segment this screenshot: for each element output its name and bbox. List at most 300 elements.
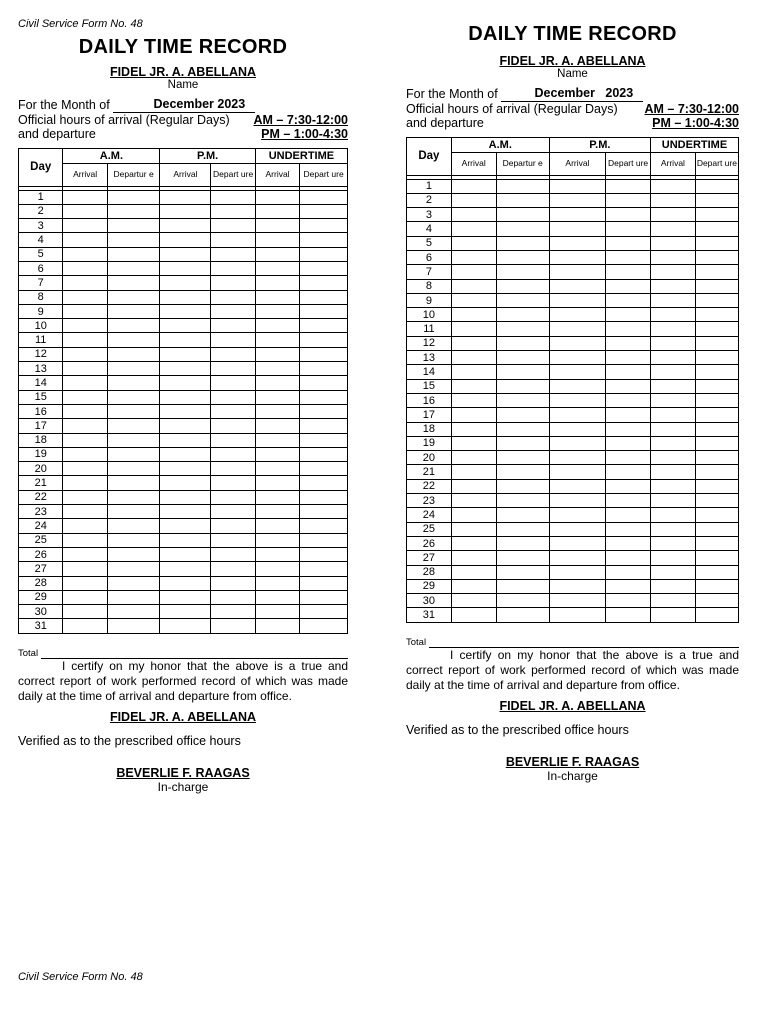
time-entry-cell[interactable] <box>107 576 160 590</box>
time-entry-cell[interactable] <box>63 233 107 247</box>
time-entry-cell[interactable] <box>211 362 255 376</box>
time-entry-cell[interactable] <box>549 250 605 264</box>
time-entry-cell[interactable] <box>300 533 348 547</box>
time-entry-cell[interactable] <box>549 508 605 522</box>
time-entry-cell[interactable] <box>549 293 605 307</box>
time-entry-cell[interactable] <box>211 376 255 390</box>
time-entry-cell[interactable] <box>300 362 348 376</box>
time-entry-cell[interactable] <box>496 522 549 536</box>
time-entry-cell[interactable] <box>451 179 496 193</box>
time-entry-cell[interactable] <box>496 236 549 250</box>
time-entry-cell[interactable] <box>606 351 651 365</box>
time-entry-cell[interactable] <box>107 490 160 504</box>
time-entry-cell[interactable] <box>63 447 107 461</box>
time-entry-cell[interactable] <box>255 190 299 204</box>
time-entry-cell[interactable] <box>695 422 738 436</box>
time-entry-cell[interactable] <box>160 590 211 604</box>
time-entry-cell[interactable] <box>606 451 651 465</box>
time-entry-cell[interactable] <box>606 208 651 222</box>
time-entry-cell[interactable] <box>63 505 107 519</box>
time-entry-cell[interactable] <box>695 336 738 350</box>
time-entry-cell[interactable] <box>650 579 695 593</box>
time-entry-cell[interactable] <box>650 279 695 293</box>
time-entry-cell[interactable] <box>549 322 605 336</box>
time-entry-cell[interactable] <box>695 465 738 479</box>
time-entry-cell[interactable] <box>606 479 651 493</box>
time-entry-cell[interactable] <box>606 193 651 207</box>
time-entry-cell[interactable] <box>496 608 549 622</box>
time-entry-cell[interactable] <box>549 594 605 608</box>
time-entry-cell[interactable] <box>606 522 651 536</box>
time-entry-cell[interactable] <box>63 347 107 361</box>
time-entry-cell[interactable] <box>63 333 107 347</box>
time-entry-cell[interactable] <box>63 362 107 376</box>
time-entry-cell[interactable] <box>63 319 107 333</box>
time-entry-cell[interactable] <box>63 433 107 447</box>
time-entry-cell[interactable] <box>300 490 348 504</box>
time-entry-cell[interactable] <box>255 433 299 447</box>
time-entry-cell[interactable] <box>255 376 299 390</box>
time-entry-cell[interactable] <box>160 519 211 533</box>
time-entry-cell[interactable] <box>549 265 605 279</box>
time-entry-cell[interactable] <box>606 293 651 307</box>
time-entry-cell[interactable] <box>160 433 211 447</box>
time-entry-cell[interactable] <box>549 422 605 436</box>
time-entry-cell[interactable] <box>160 605 211 619</box>
time-entry-cell[interactable] <box>255 247 299 261</box>
time-entry-cell[interactable] <box>255 462 299 476</box>
time-entry-cell[interactable] <box>549 365 605 379</box>
time-entry-cell[interactable] <box>255 261 299 275</box>
time-entry-cell[interactable] <box>695 408 738 422</box>
time-entry-cell[interactable] <box>606 322 651 336</box>
time-entry-cell[interactable] <box>160 261 211 275</box>
time-entry-cell[interactable] <box>255 490 299 504</box>
time-entry-cell[interactable] <box>549 236 605 250</box>
time-entry-cell[interactable] <box>549 208 605 222</box>
time-entry-cell[interactable] <box>650 308 695 322</box>
time-entry-cell[interactable] <box>496 336 549 350</box>
time-entry-cell[interactable] <box>650 208 695 222</box>
time-entry-cell[interactable] <box>211 476 255 490</box>
time-entry-cell[interactable] <box>650 465 695 479</box>
time-entry-cell[interactable] <box>160 204 211 218</box>
time-entry-cell[interactable] <box>451 465 496 479</box>
time-entry-cell[interactable] <box>650 522 695 536</box>
time-entry-cell[interactable] <box>549 336 605 350</box>
time-entry-cell[interactable] <box>496 179 549 193</box>
time-entry-cell[interactable] <box>549 193 605 207</box>
time-entry-cell[interactable] <box>255 505 299 519</box>
time-entry-cell[interactable] <box>255 562 299 576</box>
time-entry-cell[interactable] <box>63 376 107 390</box>
time-entry-cell[interactable] <box>300 476 348 490</box>
time-entry-cell[interactable] <box>300 562 348 576</box>
time-entry-cell[interactable] <box>695 594 738 608</box>
time-entry-cell[interactable] <box>107 390 160 404</box>
time-entry-cell[interactable] <box>160 362 211 376</box>
time-entry-cell[interactable] <box>107 605 160 619</box>
time-entry-cell[interactable] <box>451 365 496 379</box>
time-entry-cell[interactable] <box>255 547 299 561</box>
time-entry-cell[interactable] <box>496 579 549 593</box>
time-entry-cell[interactable] <box>695 565 738 579</box>
time-entry-cell[interactable] <box>451 193 496 207</box>
time-entry-cell[interactable] <box>695 479 738 493</box>
time-entry-cell[interactable] <box>695 293 738 307</box>
time-entry-cell[interactable] <box>606 465 651 479</box>
time-entry-cell[interactable] <box>496 279 549 293</box>
time-entry-cell[interactable] <box>160 404 211 418</box>
time-entry-cell[interactable] <box>606 494 651 508</box>
time-entry-cell[interactable] <box>549 179 605 193</box>
time-entry-cell[interactable] <box>650 608 695 622</box>
time-entry-cell[interactable] <box>160 219 211 233</box>
time-entry-cell[interactable] <box>650 536 695 550</box>
time-entry-cell[interactable] <box>695 250 738 264</box>
time-entry-cell[interactable] <box>695 393 738 407</box>
time-entry-cell[interactable] <box>107 333 160 347</box>
time-entry-cell[interactable] <box>695 279 738 293</box>
time-entry-cell[interactable] <box>211 562 255 576</box>
time-entry-cell[interactable] <box>549 479 605 493</box>
time-entry-cell[interactable] <box>300 333 348 347</box>
time-entry-cell[interactable] <box>650 379 695 393</box>
time-entry-cell[interactable] <box>63 219 107 233</box>
time-entry-cell[interactable] <box>300 247 348 261</box>
time-entry-cell[interactable] <box>695 608 738 622</box>
time-entry-cell[interactable] <box>107 376 160 390</box>
time-entry-cell[interactable] <box>107 204 160 218</box>
time-entry-cell[interactable] <box>211 619 255 633</box>
time-entry-cell[interactable] <box>160 533 211 547</box>
time-entry-cell[interactable] <box>650 393 695 407</box>
time-entry-cell[interactable] <box>255 390 299 404</box>
time-entry-cell[interactable] <box>63 419 107 433</box>
time-entry-cell[interactable] <box>606 265 651 279</box>
time-entry-cell[interactable] <box>160 276 211 290</box>
time-entry-cell[interactable] <box>650 479 695 493</box>
time-entry-cell[interactable] <box>255 290 299 304</box>
time-entry-cell[interactable] <box>549 494 605 508</box>
time-entry-cell[interactable] <box>496 508 549 522</box>
time-entry-cell[interactable] <box>496 479 549 493</box>
time-entry-cell[interactable] <box>300 447 348 461</box>
time-entry-cell[interactable] <box>650 594 695 608</box>
time-entry-cell[interactable] <box>695 536 738 550</box>
time-entry-cell[interactable] <box>107 404 160 418</box>
time-entry-cell[interactable] <box>695 322 738 336</box>
time-entry-cell[interactable] <box>650 222 695 236</box>
time-entry-cell[interactable] <box>549 436 605 450</box>
time-entry-cell[interactable] <box>300 233 348 247</box>
time-entry-cell[interactable] <box>211 547 255 561</box>
time-entry-cell[interactable] <box>695 351 738 365</box>
time-entry-cell[interactable] <box>211 347 255 361</box>
time-entry-cell[interactable] <box>496 250 549 264</box>
time-entry-cell[interactable] <box>160 190 211 204</box>
time-entry-cell[interactable] <box>496 265 549 279</box>
time-entry-cell[interactable] <box>300 390 348 404</box>
time-entry-cell[interactable] <box>606 608 651 622</box>
time-entry-cell[interactable] <box>300 576 348 590</box>
time-entry-cell[interactable] <box>650 351 695 365</box>
time-entry-cell[interactable] <box>695 551 738 565</box>
time-entry-cell[interactable] <box>606 279 651 293</box>
time-entry-cell[interactable] <box>300 404 348 418</box>
time-entry-cell[interactable] <box>549 379 605 393</box>
time-entry-cell[interactable] <box>496 422 549 436</box>
time-entry-cell[interactable] <box>300 419 348 433</box>
time-entry-cell[interactable] <box>549 536 605 550</box>
time-entry-cell[interactable] <box>63 462 107 476</box>
time-entry-cell[interactable] <box>451 479 496 493</box>
time-entry-cell[interactable] <box>211 433 255 447</box>
time-entry-cell[interactable] <box>496 308 549 322</box>
time-entry-cell[interactable] <box>606 336 651 350</box>
time-entry-cell[interactable] <box>211 533 255 547</box>
time-entry-cell[interactable] <box>300 376 348 390</box>
time-entry-cell[interactable] <box>211 247 255 261</box>
time-entry-cell[interactable] <box>160 247 211 261</box>
time-entry-cell[interactable] <box>160 390 211 404</box>
time-entry-cell[interactable] <box>160 233 211 247</box>
time-entry-cell[interactable] <box>650 293 695 307</box>
time-entry-cell[interactable] <box>107 519 160 533</box>
time-entry-cell[interactable] <box>549 579 605 593</box>
time-entry-cell[interactable] <box>496 408 549 422</box>
time-entry-cell[interactable] <box>63 562 107 576</box>
time-entry-cell[interactable] <box>695 579 738 593</box>
time-entry-cell[interactable] <box>211 605 255 619</box>
time-entry-cell[interactable] <box>451 551 496 565</box>
time-entry-cell[interactable] <box>300 219 348 233</box>
time-entry-cell[interactable] <box>160 376 211 390</box>
time-entry-cell[interactable] <box>451 308 496 322</box>
time-entry-cell[interactable] <box>606 222 651 236</box>
time-entry-cell[interactable] <box>255 362 299 376</box>
time-entry-cell[interactable] <box>300 590 348 604</box>
time-entry-cell[interactable] <box>300 261 348 275</box>
time-entry-cell[interactable] <box>160 490 211 504</box>
time-entry-cell[interactable] <box>695 208 738 222</box>
time-entry-cell[interactable] <box>496 551 549 565</box>
time-entry-cell[interactable] <box>496 193 549 207</box>
time-entry-cell[interactable] <box>650 451 695 465</box>
time-entry-cell[interactable] <box>606 308 651 322</box>
time-entry-cell[interactable] <box>650 365 695 379</box>
time-entry-cell[interactable] <box>160 447 211 461</box>
time-entry-cell[interactable] <box>107 362 160 376</box>
time-entry-cell[interactable] <box>255 447 299 461</box>
time-entry-cell[interactable] <box>107 562 160 576</box>
time-entry-cell[interactable] <box>451 594 496 608</box>
time-entry-cell[interactable] <box>549 451 605 465</box>
time-entry-cell[interactable] <box>496 208 549 222</box>
time-entry-cell[interactable] <box>300 304 348 318</box>
time-entry-cell[interactable] <box>160 547 211 561</box>
time-entry-cell[interactable] <box>63 204 107 218</box>
time-entry-cell[interactable] <box>300 433 348 447</box>
time-entry-cell[interactable] <box>63 390 107 404</box>
time-entry-cell[interactable] <box>160 304 211 318</box>
time-entry-cell[interactable] <box>695 522 738 536</box>
time-entry-cell[interactable] <box>255 347 299 361</box>
time-entry-cell[interactable] <box>300 347 348 361</box>
time-entry-cell[interactable] <box>695 265 738 279</box>
time-entry-cell[interactable] <box>496 222 549 236</box>
time-entry-cell[interactable] <box>300 276 348 290</box>
time-entry-cell[interactable] <box>606 579 651 593</box>
time-entry-cell[interactable] <box>549 465 605 479</box>
time-entry-cell[interactable] <box>496 393 549 407</box>
time-entry-cell[interactable] <box>650 551 695 565</box>
time-entry-cell[interactable] <box>606 393 651 407</box>
time-entry-cell[interactable] <box>255 533 299 547</box>
time-entry-cell[interactable] <box>451 522 496 536</box>
time-entry-cell[interactable] <box>63 261 107 275</box>
time-entry-cell[interactable] <box>451 408 496 422</box>
time-entry-cell[interactable] <box>549 565 605 579</box>
time-entry-cell[interactable] <box>300 519 348 533</box>
time-entry-cell[interactable] <box>695 236 738 250</box>
time-entry-cell[interactable] <box>211 462 255 476</box>
time-entry-cell[interactable] <box>255 204 299 218</box>
time-entry-cell[interactable] <box>496 465 549 479</box>
time-entry-cell[interactable] <box>606 250 651 264</box>
time-entry-cell[interactable] <box>107 505 160 519</box>
time-entry-cell[interactable] <box>606 551 651 565</box>
time-entry-cell[interactable] <box>255 605 299 619</box>
time-entry-cell[interactable] <box>451 379 496 393</box>
time-entry-cell[interactable] <box>496 436 549 450</box>
time-entry-cell[interactable] <box>650 236 695 250</box>
time-entry-cell[interactable] <box>496 594 549 608</box>
time-entry-cell[interactable] <box>211 390 255 404</box>
time-entry-cell[interactable] <box>549 551 605 565</box>
time-entry-cell[interactable] <box>211 333 255 347</box>
time-entry-cell[interactable] <box>300 505 348 519</box>
time-entry-cell[interactable] <box>107 447 160 461</box>
time-entry-cell[interactable] <box>496 565 549 579</box>
time-entry-cell[interactable] <box>451 565 496 579</box>
time-entry-cell[interactable] <box>451 250 496 264</box>
time-entry-cell[interactable] <box>211 233 255 247</box>
time-entry-cell[interactable] <box>107 261 160 275</box>
time-entry-cell[interactable] <box>451 322 496 336</box>
time-entry-cell[interactable] <box>300 319 348 333</box>
time-entry-cell[interactable] <box>160 347 211 361</box>
time-entry-cell[interactable] <box>451 265 496 279</box>
time-entry-cell[interactable] <box>107 290 160 304</box>
time-entry-cell[interactable] <box>606 594 651 608</box>
time-entry-cell[interactable] <box>63 276 107 290</box>
time-entry-cell[interactable] <box>107 433 160 447</box>
time-entry-cell[interactable] <box>63 576 107 590</box>
time-entry-cell[interactable] <box>211 304 255 318</box>
time-entry-cell[interactable] <box>211 505 255 519</box>
time-entry-cell[interactable] <box>549 608 605 622</box>
time-entry-cell[interactable] <box>451 608 496 622</box>
time-entry-cell[interactable] <box>300 204 348 218</box>
time-entry-cell[interactable] <box>211 490 255 504</box>
time-entry-cell[interactable] <box>606 379 651 393</box>
time-entry-cell[interactable] <box>650 565 695 579</box>
time-entry-cell[interactable] <box>255 576 299 590</box>
time-entry-cell[interactable] <box>63 476 107 490</box>
time-entry-cell[interactable] <box>63 533 107 547</box>
time-entry-cell[interactable] <box>650 436 695 450</box>
time-entry-cell[interactable] <box>211 419 255 433</box>
time-entry-cell[interactable] <box>160 562 211 576</box>
time-entry-cell[interactable] <box>549 393 605 407</box>
time-entry-cell[interactable] <box>211 590 255 604</box>
time-entry-cell[interactable] <box>606 365 651 379</box>
time-entry-cell[interactable] <box>107 319 160 333</box>
time-entry-cell[interactable] <box>451 393 496 407</box>
time-entry-cell[interactable] <box>451 222 496 236</box>
time-entry-cell[interactable] <box>451 236 496 250</box>
time-entry-cell[interactable] <box>211 319 255 333</box>
time-entry-cell[interactable] <box>451 351 496 365</box>
time-entry-cell[interactable] <box>107 219 160 233</box>
time-entry-cell[interactable] <box>695 193 738 207</box>
time-entry-cell[interactable] <box>160 419 211 433</box>
time-entry-cell[interactable] <box>695 179 738 193</box>
time-entry-cell[interactable] <box>300 605 348 619</box>
time-entry-cell[interactable] <box>63 304 107 318</box>
time-entry-cell[interactable] <box>63 290 107 304</box>
time-entry-cell[interactable] <box>255 590 299 604</box>
time-entry-cell[interactable] <box>451 336 496 350</box>
time-entry-cell[interactable] <box>255 219 299 233</box>
time-entry-cell[interactable] <box>63 547 107 561</box>
time-entry-cell[interactable] <box>211 290 255 304</box>
time-entry-cell[interactable] <box>695 436 738 450</box>
time-entry-cell[interactable] <box>606 436 651 450</box>
time-entry-cell[interactable] <box>255 404 299 418</box>
time-entry-cell[interactable] <box>650 179 695 193</box>
time-entry-cell[interactable] <box>451 279 496 293</box>
time-entry-cell[interactable] <box>496 379 549 393</box>
time-entry-cell[interactable] <box>650 508 695 522</box>
time-entry-cell[interactable] <box>255 476 299 490</box>
time-entry-cell[interactable] <box>211 447 255 461</box>
time-entry-cell[interactable] <box>107 276 160 290</box>
time-entry-cell[interactable] <box>606 508 651 522</box>
time-entry-cell[interactable] <box>451 208 496 222</box>
time-entry-cell[interactable] <box>451 579 496 593</box>
time-entry-cell[interactable] <box>496 451 549 465</box>
time-entry-cell[interactable] <box>63 490 107 504</box>
time-entry-cell[interactable] <box>107 619 160 633</box>
time-entry-cell[interactable] <box>451 436 496 450</box>
time-entry-cell[interactable] <box>496 494 549 508</box>
time-entry-cell[interactable] <box>63 190 107 204</box>
time-entry-cell[interactable] <box>549 522 605 536</box>
time-entry-cell[interactable] <box>160 476 211 490</box>
time-entry-cell[interactable] <box>300 190 348 204</box>
time-entry-cell[interactable] <box>160 619 211 633</box>
time-entry-cell[interactable] <box>107 476 160 490</box>
time-entry-cell[interactable] <box>549 308 605 322</box>
time-entry-cell[interactable] <box>650 336 695 350</box>
time-entry-cell[interactable] <box>211 276 255 290</box>
time-entry-cell[interactable] <box>107 233 160 247</box>
time-entry-cell[interactable] <box>695 308 738 322</box>
time-entry-cell[interactable] <box>650 422 695 436</box>
time-entry-cell[interactable] <box>606 536 651 550</box>
